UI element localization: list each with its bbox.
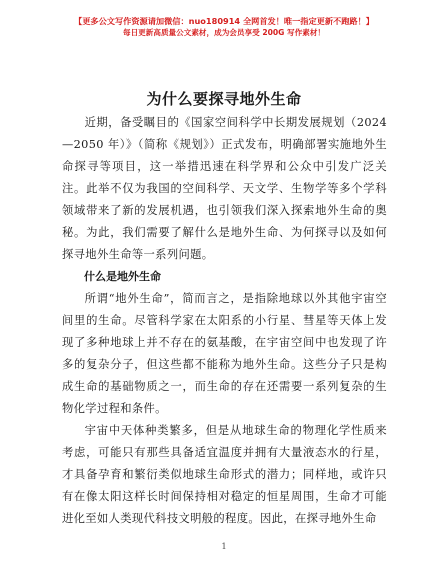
document-title: 为什么要探寻地外生命 xyxy=(146,90,302,108)
promo-banner-line-2: 每日更新高质量公文素材，成为会员享受 200G 写作素材！ xyxy=(122,28,326,37)
page-number: 1 xyxy=(221,542,227,551)
document-body xyxy=(62,112,387,530)
promo-banner xyxy=(0,16,448,38)
paragraph-conditions: 宇宙中天体种类繁多，但是从地球生命的物理化学性质来考虑，可能只有那些具备适宜温度并拥有大量液态水的行星，才具备孕育和繁衍类似地球生命形式的潜力；同样地，或许只有在像太阳这样长时间保持相对稳定的恒星周围，生命才可能进化至如人类现代科技文明般的程度。因此，在探寻地外生命 xyxy=(62,424,387,525)
paragraph-intro: 近期，备受瞩目的《国家空间科学中长期发展规划（2024—2050 年）》（简称《规划》）正式发布，明确部署实施地外生命探寻等项目，这一举措迅速在科学界和公众中引发广泛关注。此举不仅为我国的空间科学、天文学、生物学等多个学科领域带来了新的发展机遇，也引领我们深入探索地外生命的奥秘。为此，我们需要了解什么是地外生命、为何探寻以及如何探寻地外生命等一系列问题。 xyxy=(62,116,387,261)
section-heading: 什么是地外生命 xyxy=(84,270,161,283)
paragraph-definition: 所谓“地外生命”，简而言之，是指除地球以外其他宇宙空间里的生命。尽管科学家在太阳系的小行星、彗星等天体上发现了多种地球上并不存在的氨基酸，在宇宙空间中也发现了许多的复杂分子，但这些都不能称为地外生命。这些分子只是构成生命的基础物质之一，而生命的存在还需要一系列复杂的生物化学过程和条件。 xyxy=(62,292,387,415)
promo-banner-line-1: 【更多公文写作资源请加微信：nuo180914 全网首发！唯一指定更新不跑路！】 xyxy=(74,16,374,26)
